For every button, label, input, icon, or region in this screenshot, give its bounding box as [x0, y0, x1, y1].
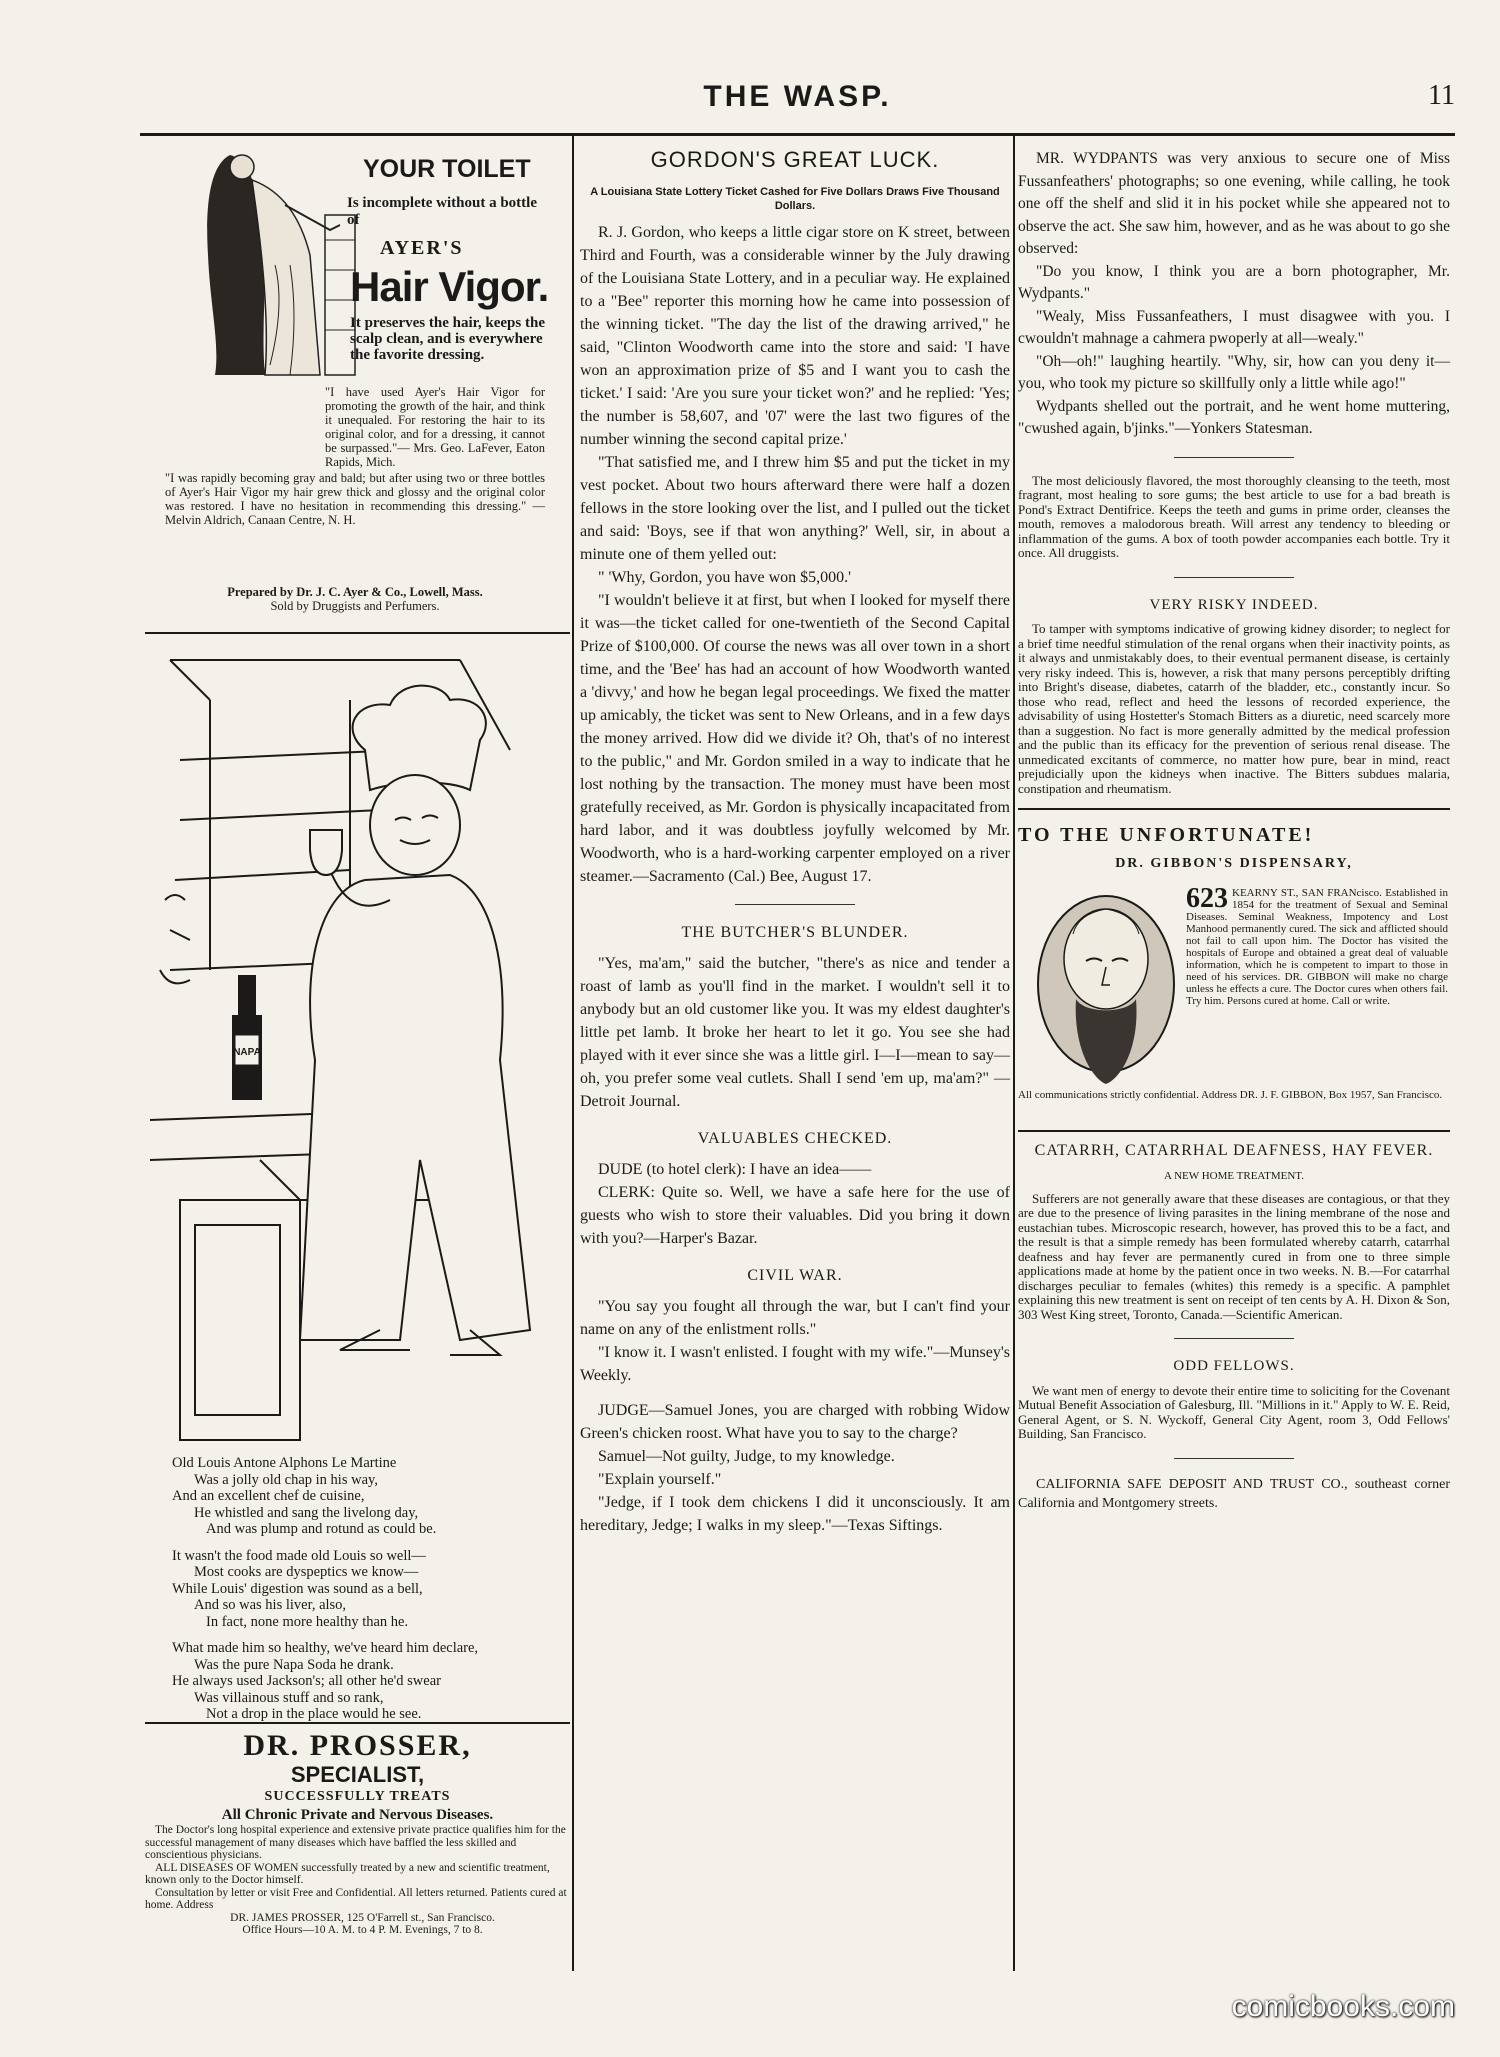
testimonial-2: "I was rapidly becoming gray and bald; but after using two or three bottles of Ayer's Hair Vigor my hair grew thick and glossy and the original color was restored. I have no hesitation in recommending this dressing." —Melvin Aldrich, Canaan Centre, N. H.: [165, 471, 545, 527]
chef-illustration: [150, 640, 560, 1460]
wydpants-para: "Oh—oh!" laughing heartily. "Why, sir, how can you deny it—you, who took my picture so skillfully only a little while ago!": [1018, 352, 1450, 392]
poem-line: Was villainous stuff and so rank,: [194, 1689, 384, 1706]
catarrh-title: CATARRH, CATARRHAL DEAFNESS, HAY FEVER.: [1034, 1142, 1434, 1159]
prosser-p4: DR. JAMES PROSSER, 125 O'Farrell st., San Francisco.: [230, 1911, 495, 1924]
poem-line: It wasn't the food made old Louis so well—: [172, 1547, 426, 1564]
wydpants-para: "Wealy, Miss Fussanfeathers, I must disagwee with you. I cwouldn't mahnage a cahmera pwoperly at all—wealy.": [1018, 307, 1450, 347]
page-number: 11: [1428, 80, 1455, 111]
prosser-specialist: SPECIALIST,: [290, 1762, 425, 1787]
poem-line: And was plump and rotund as could be.: [206, 1521, 437, 1537]
dr-prosser-ad: [145, 1730, 570, 1937]
ad-title: YOUR TOILET: [363, 155, 531, 183]
poem-line: He whistled and sang the livelong day,: [194, 1504, 419, 1521]
wydpants-para: "Do you know, I think you are a born photographer, Mr. Wydpants.": [1018, 262, 1450, 302]
poem-line: And so was his liver, also,: [194, 1597, 347, 1613]
divider: [1174, 1458, 1294, 1459]
poem-line: Was the pure Napa Soda he drank.: [194, 1656, 394, 1673]
valuables-title: VALUABLES CHECKED.: [697, 1130, 893, 1147]
header-rule: [140, 133, 1455, 136]
sold-line: Sold by Druggists and Perfumers.: [270, 599, 440, 613]
svg-text:NAPA: NAPA: [233, 1047, 261, 1058]
civil-war-p1: "You say you fought all through the war, but I can't find your name on any of the enlistment rolls.": [580, 1298, 1010, 1338]
judge-p3: "Explain yourself.": [598, 1471, 722, 1488]
ad-prepared-by: [165, 585, 545, 613]
risky-title: VERY RISKY INDEED.: [1149, 596, 1319, 613]
poem-stanza-1: [172, 1455, 542, 1538]
page-header: [140, 80, 1455, 132]
left-rule-2: [145, 1722, 570, 1724]
butcher-text: "Yes, ma'am," said the butcher, "there's as nice and tender a roast of lamb as you'll find in the market. I wouldn't sell it to anybody but an old customer like you. It was my eldest daughter's little pet lamb. It broke her heart to let it go. You see she had played with it ever since she was a little girl. I—I—mean to say—oh, you prefer some veal cutlets. Shall I send 'em up, ma'am?" —Detroit Journal.: [580, 955, 1010, 1110]
prosser-body: [145, 1824, 570, 1937]
odd-fellows-ad: [1018, 1384, 1450, 1442]
valuables-line-1: DUDE (to hotel clerk): I have an idea——: [598, 1161, 872, 1178]
wydpants-para: Wydpants shelled out the portrait, and he went home muttering, "cwushed again, b'jinks."—Yonkers Statesman.: [1018, 397, 1450, 437]
poem-stanza-2: [172, 1548, 542, 1631]
poem-line: What made him so healthy, we've heard him declare,: [172, 1640, 479, 1656]
left-rule-1: [145, 632, 570, 634]
right-rule-2: [1018, 1130, 1450, 1132]
risky-text: To tamper with symptoms indicative of growing kidney disorder; to neglect for a brief time needful stimulation of the renal organs when their inactivity points, as it always and unmistakably does, to their eventual permanent disease, is certainly very risky indeed. This is, however, a risk that many persons perceptibly drifting into Bright's disease, diabetes, catarrh of the bladder, etc., constantly incur. So those who read, reflect and heed the lessons of recorded experience, the advisability of using Hostetter's Stomach Bitters as a diuretic, need scarcely more than a suggestion. No fact is more generally admitted by the medical profession and the public than its efficacy for the prevention of serious renal disease. The unmedicated excitants of commerce, no matter how pure, bear in mind, react prejudicially upon the kidneys when inactive. The Bitters subdues malaria, constipation and rheumatism.: [1018, 621, 1450, 796]
poem-line: While Louis' digestion was sound as a bell,: [172, 1580, 423, 1597]
poem-line: He always used Jackson's; all other he'd swear: [172, 1673, 441, 1689]
prosser-p2: ALL DISEASES OF WOMEN successfully treated by a new and scientific treatment, known only to the Doctor himself.: [145, 1861, 550, 1886]
gordon-deck: A Louisiana State Lottery Ticket Cashed for Five Dollars Draws Five Thousand Dollars.: [590, 186, 1000, 212]
gibbon-text: [1186, 883, 1448, 1007]
judge-p1: JUDGE—Samuel Jones, you are charged with robbing Widow Green's chicken roost. What have you to say to the charge?: [580, 1402, 1010, 1442]
ayers-hair-vigor-ad: [145, 145, 565, 613]
wydpants-para: MR. WYDPANTS was very anxious to secure one of Miss Fussanfeathers' photographs; so one evening, while calling, he took one off the shelf and slid it in his pocket while she appeared not to observe the act. She saw him, however, and as he was about to go she observed:: [1018, 150, 1450, 257]
valuables-line-2: CLERK: Quite so. Well, we have a safe here for the use of guests who wish to store their valuables. Did you bring it down with you?—Harper's Bazar.: [580, 1184, 1010, 1247]
prepared-line: Prepared by Dr. J. C. Ayer & Co., Lowell, Mass.: [227, 585, 483, 599]
woman-illustration: [190, 145, 360, 380]
gordon-para: "That satisfied me, and I threw him $5 and put the ticket in my vest pocket. About two hours afterward there were half a dozen fellows in the store looking over the list, and I pulled out the ticket and said: 'Boys, see if that won anything?' Well, sir, in about a minute one of them yelled out:: [580, 454, 1010, 563]
poem-line: Was a jolly old chap in his way,: [194, 1471, 378, 1488]
ad-description: It preserves the hair, keeps the scalp clean, and is everywhere the favorite dressing.: [350, 315, 545, 363]
gordon-para: " 'Why, Gordon, you have won $5,000.': [598, 569, 851, 586]
gibbon-ad: [1018, 879, 1450, 1124]
civil-war-p2: "I know it. I wasn't enlisted. I fought with my wife."—Munsey's Weekly.: [580, 1344, 1010, 1384]
column-divider-right: [1013, 136, 1015, 1971]
judge-p4: "Jedge, if I took dem chickens I did it unconsciously. It am hereditary, Jedge; I walks in my sleep."—Texas Siftings.: [580, 1494, 1010, 1534]
catarrh-text: Sufferers are not generally aware that these diseases are contagious, or that they are due to the presence of living parasites in the lining membrane of the nose and eustachian tubes. Microscopic research, however, has proved this to be a fact, and the result is that a simple remedy has been formulated whereby catarrh, catarrhal deafness and hay fever are permanently cured in from one to three simple applications made at home by the patient once in two weeks. N. B.—For catarrhal discharges peculiar to females (whites) this remedy is a specific. A pamphlet explaining this new treatment is sent on receipt of ten cents by A. H. Dixon & Son, 303 West King street, Toronto, Canada.—Scientific American.: [1018, 1190, 1450, 1322]
ponds-text: The most deliciously flavored, the most thoroughly cleansing to the teeth, most fragrant, most healing to sore gums; the best article to use for a bad breath is Pond's Extract Dentifrice. Keeps the teeth and gums in prime order, cleanses the mouth, removes a malodorous breath. Will arrest any tendency to bleeding or inflammation of the gums. A box of tooth powder accompanies each bottle. Try it once. All druggists.: [1018, 472, 1450, 560]
ponds-ad: [1018, 474, 1450, 561]
poem-line: Not a drop in the place would he see.: [206, 1706, 422, 1722]
judge-p2: Samuel—Not guilty, Judge, to my knowledge.: [598, 1448, 895, 1465]
risky-article: [1018, 622, 1450, 796]
catarrh-article: [1018, 1192, 1450, 1323]
divider: [1174, 457, 1294, 458]
ad-brand: AYER'S: [380, 237, 464, 259]
right-rule-1: [1018, 808, 1450, 810]
column-divider-left: [572, 136, 574, 1971]
prosser-diseases: All Chronic Private and Nervous Diseases.: [221, 1807, 494, 1823]
testimonial-1: "I have used Ayer's Hair Vigor for promoting the growth of the hair, and think it unequaled. For restoring the hair to its original color, and for a dressing, it cannot be surpassed."— Mrs. Geo. LaFever, Eaton Rapids, Mich.: [325, 385, 545, 469]
masthead: THE WASP.: [703, 80, 892, 113]
gibbon-footer: All communications strictly confidential. Address DR. J. F. GIBBON, Box 1957, San Francisco.: [1018, 1089, 1443, 1101]
gordon-para: "I wouldn't believe it at first, but when I looked for myself there it was—the ticket called for one-twentieth of the Second Capital Prize of $100,000. Of course the news was all over town in a short time, and the 'Bee' has had an account of how Woodworth wanted a 'divvy,' and how he began legal proceedings. We fixed the matter up amicably, the ticket was sent to New Orleans, and in a few days the money arrived. How did we divide it? Oh, that's of no interest to the public," and Mr. Gordon smiled in a way to indicate that he lost nothing by the transaction. The money must have been most gratefully received, as Mr. Gordon is physically incapacitated from hard labor, and it was doubtless joyfully welcomed by Mr. Woodworth, who is a hard-working carpenter employed on a river steamer.—Sacramento (Cal.) Bee, August 17.: [580, 592, 1010, 885]
ad-product: Hair Vigor.: [350, 263, 549, 310]
divider: [735, 904, 855, 905]
prosser-p3: Consultation by letter or visit Free and Confidential. All letters returned. Patients cured at home. Address: [145, 1886, 567, 1911]
site-watermark: comicbooks.com: [1231, 1990, 1455, 2023]
prosser-p5: Office Hours—10 A. M. to 4 P. M. Evenings, 7 to 8.: [242, 1924, 483, 1936]
gordon-title: GORDON'S GREAT LUCK.: [650, 147, 940, 172]
doctor-portrait: [1028, 889, 1183, 1094]
unfortunate-headline: TO THE UNFORTUNATE!: [1018, 824, 1315, 846]
ad-testimonials: [165, 385, 545, 527]
gordon-para: R. J. Gordon, who keeps a little cigar store on K street, between Third and Fourth, was a considerable winner by the July drawing of the Louisiana State Lottery, and in a peculiar way. He explained to a "Bee" reporter this morning how he came into possession of the winning ticket. "The day the list of the drawing arrived," he said, "Clinton Woodworth came into the store and said: 'I have won an approximation prize of $5 and I want you to cash the ticket.' I said: 'Are you sure your ticket won?' and he replied: 'Yes; the number is 58,607, and '07' were the last two figures of the number winning the second capital prize.': [580, 224, 1010, 448]
divider: [1174, 577, 1294, 578]
gibbon-body: KEARNY ST., SAN FRANcisco. Established in 1854 for the treatment of Sexual and Seminal Diseases. Seminal Weakness, Impotency and Lost Manhood permanently cured. The sick and afflicted should not fail to call upon him. The Doctor has visited the hospitals of Europe and obtained a great deal of valuable information, which he is competent to impart to those in need of his services. DR. GIBBON will make no charge unless he effects a cure. The Doctor cures when others fail. Try him. Persons cured at home. Call or write.: [1186, 887, 1448, 1007]
poem-line: And an excellent chef de cuisine,: [172, 1488, 365, 1504]
poem-line: Old Louis Antone Alphons Le Martine: [172, 1455, 397, 1471]
ad-subtitle: Is incomplete without a bottle of: [347, 195, 537, 228]
chef-poem: [172, 1455, 542, 1733]
gibbon-name: DR. GIBBON'S DISPENSARY,: [1115, 855, 1353, 871]
poem-stanza-3: [172, 1640, 542, 1723]
poem-line: In fact, none more healthy than he.: [206, 1613, 409, 1630]
civil-war-title: CIVIL WAR.: [747, 1267, 843, 1284]
odd-fellows-text: We want men of energy to devote their entire time to soliciting for the Covenant Mutual Benefit Association of Galesburg, Ill. "Millions in it." Apply to W. E. Reid, General Agent, or S. N. Wyckoff, General City Agent, room 3, Odd Fellows' Building, San Francisco.: [1018, 1382, 1450, 1441]
right-column: [1018, 148, 1450, 1513]
poem-line: Most cooks are dyspeptics we know—: [194, 1564, 419, 1580]
prosser-p1: The Doctor's long hospital experience and extensive private practice qualifies him for the successful management of many diseases which have baffled the less skilled and conscientious physicians.: [145, 1824, 566, 1861]
prosser-name: DR. PROSSER,: [243, 1729, 472, 1762]
gibbon-number: 623: [1186, 883, 1228, 914]
safe-deposit-text: CALIFORNIA SAFE DEPOSIT AND TRUST CO., southeast corner California and Montgomery streets.: [1018, 1476, 1450, 1511]
odd-fellows-title: ODD FELLOWS.: [1173, 1358, 1295, 1374]
middle-column: [580, 140, 1010, 1537]
catarrh-subtitle: A NEW HOME TREATMENT.: [1164, 1170, 1304, 1182]
butcher-title: THE BUTCHER'S BLUNDER.: [681, 924, 909, 941]
divider: [1174, 1338, 1294, 1339]
prosser-treats: SUCCESSFULLY TREATS: [264, 1789, 451, 1804]
